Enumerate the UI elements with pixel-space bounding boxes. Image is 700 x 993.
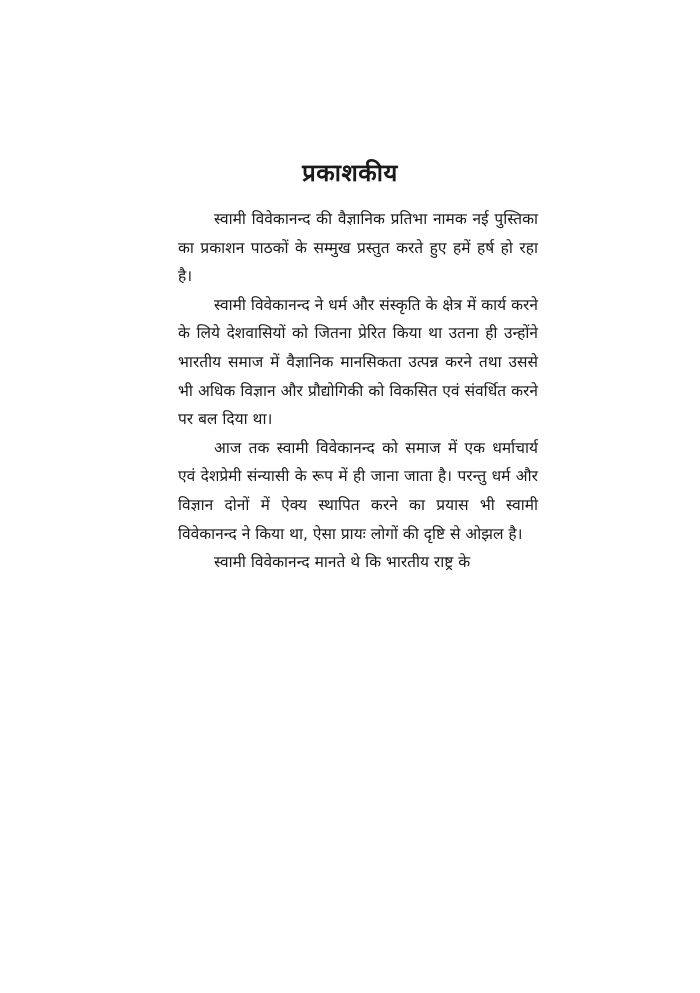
page-title: प्रकाशकीय xyxy=(302,159,398,187)
paragraph-1: स्वामी विवेकानन्द की वैज्ञानिक प्रतिभा नामक नई पुस्तिका का प्रकाशन पाठकों के सम्मुख प्रस्तुत करते हुए हमें हर्ष हो रहा है। xyxy=(178,210,538,286)
paragraph-3: आज तक स्वामी विवेकानन्द को समाज में एक धर्माचार्य एवं देशप्रेमी संन्यासी के रूप में ही जाना जाता है। परन्तु धर्म और विज्ञान दोनों में ऐक्य स्थापित करने का प्रयास भी स्वामी विवेकानन्द ने किया था, ऐसा प्रायः लोगों की दृष्टि से ओझल है। xyxy=(178,438,538,543)
paragraph-2: स्वामी विवेकानन्द ने धर्म और संस्कृति के क्षेत्र में कार्य करने के लिये देशवासियों को जितना प्रेरित किया था उतना ही उन्होंने भारतीय समाज में वैज्ञानिक मानसिकता उत्पन्न करने तथा उससे भी अधिक विज्ञान और प्रौद्योगिकी को विकसित एवं संवर्धित करने पर बल दिया था। xyxy=(178,295,538,429)
body-text xyxy=(178,205,538,577)
paragraph-4: स्वामी विवेकानन्द मानते थे कि भारतीय राष्ट्र के xyxy=(214,553,471,572)
